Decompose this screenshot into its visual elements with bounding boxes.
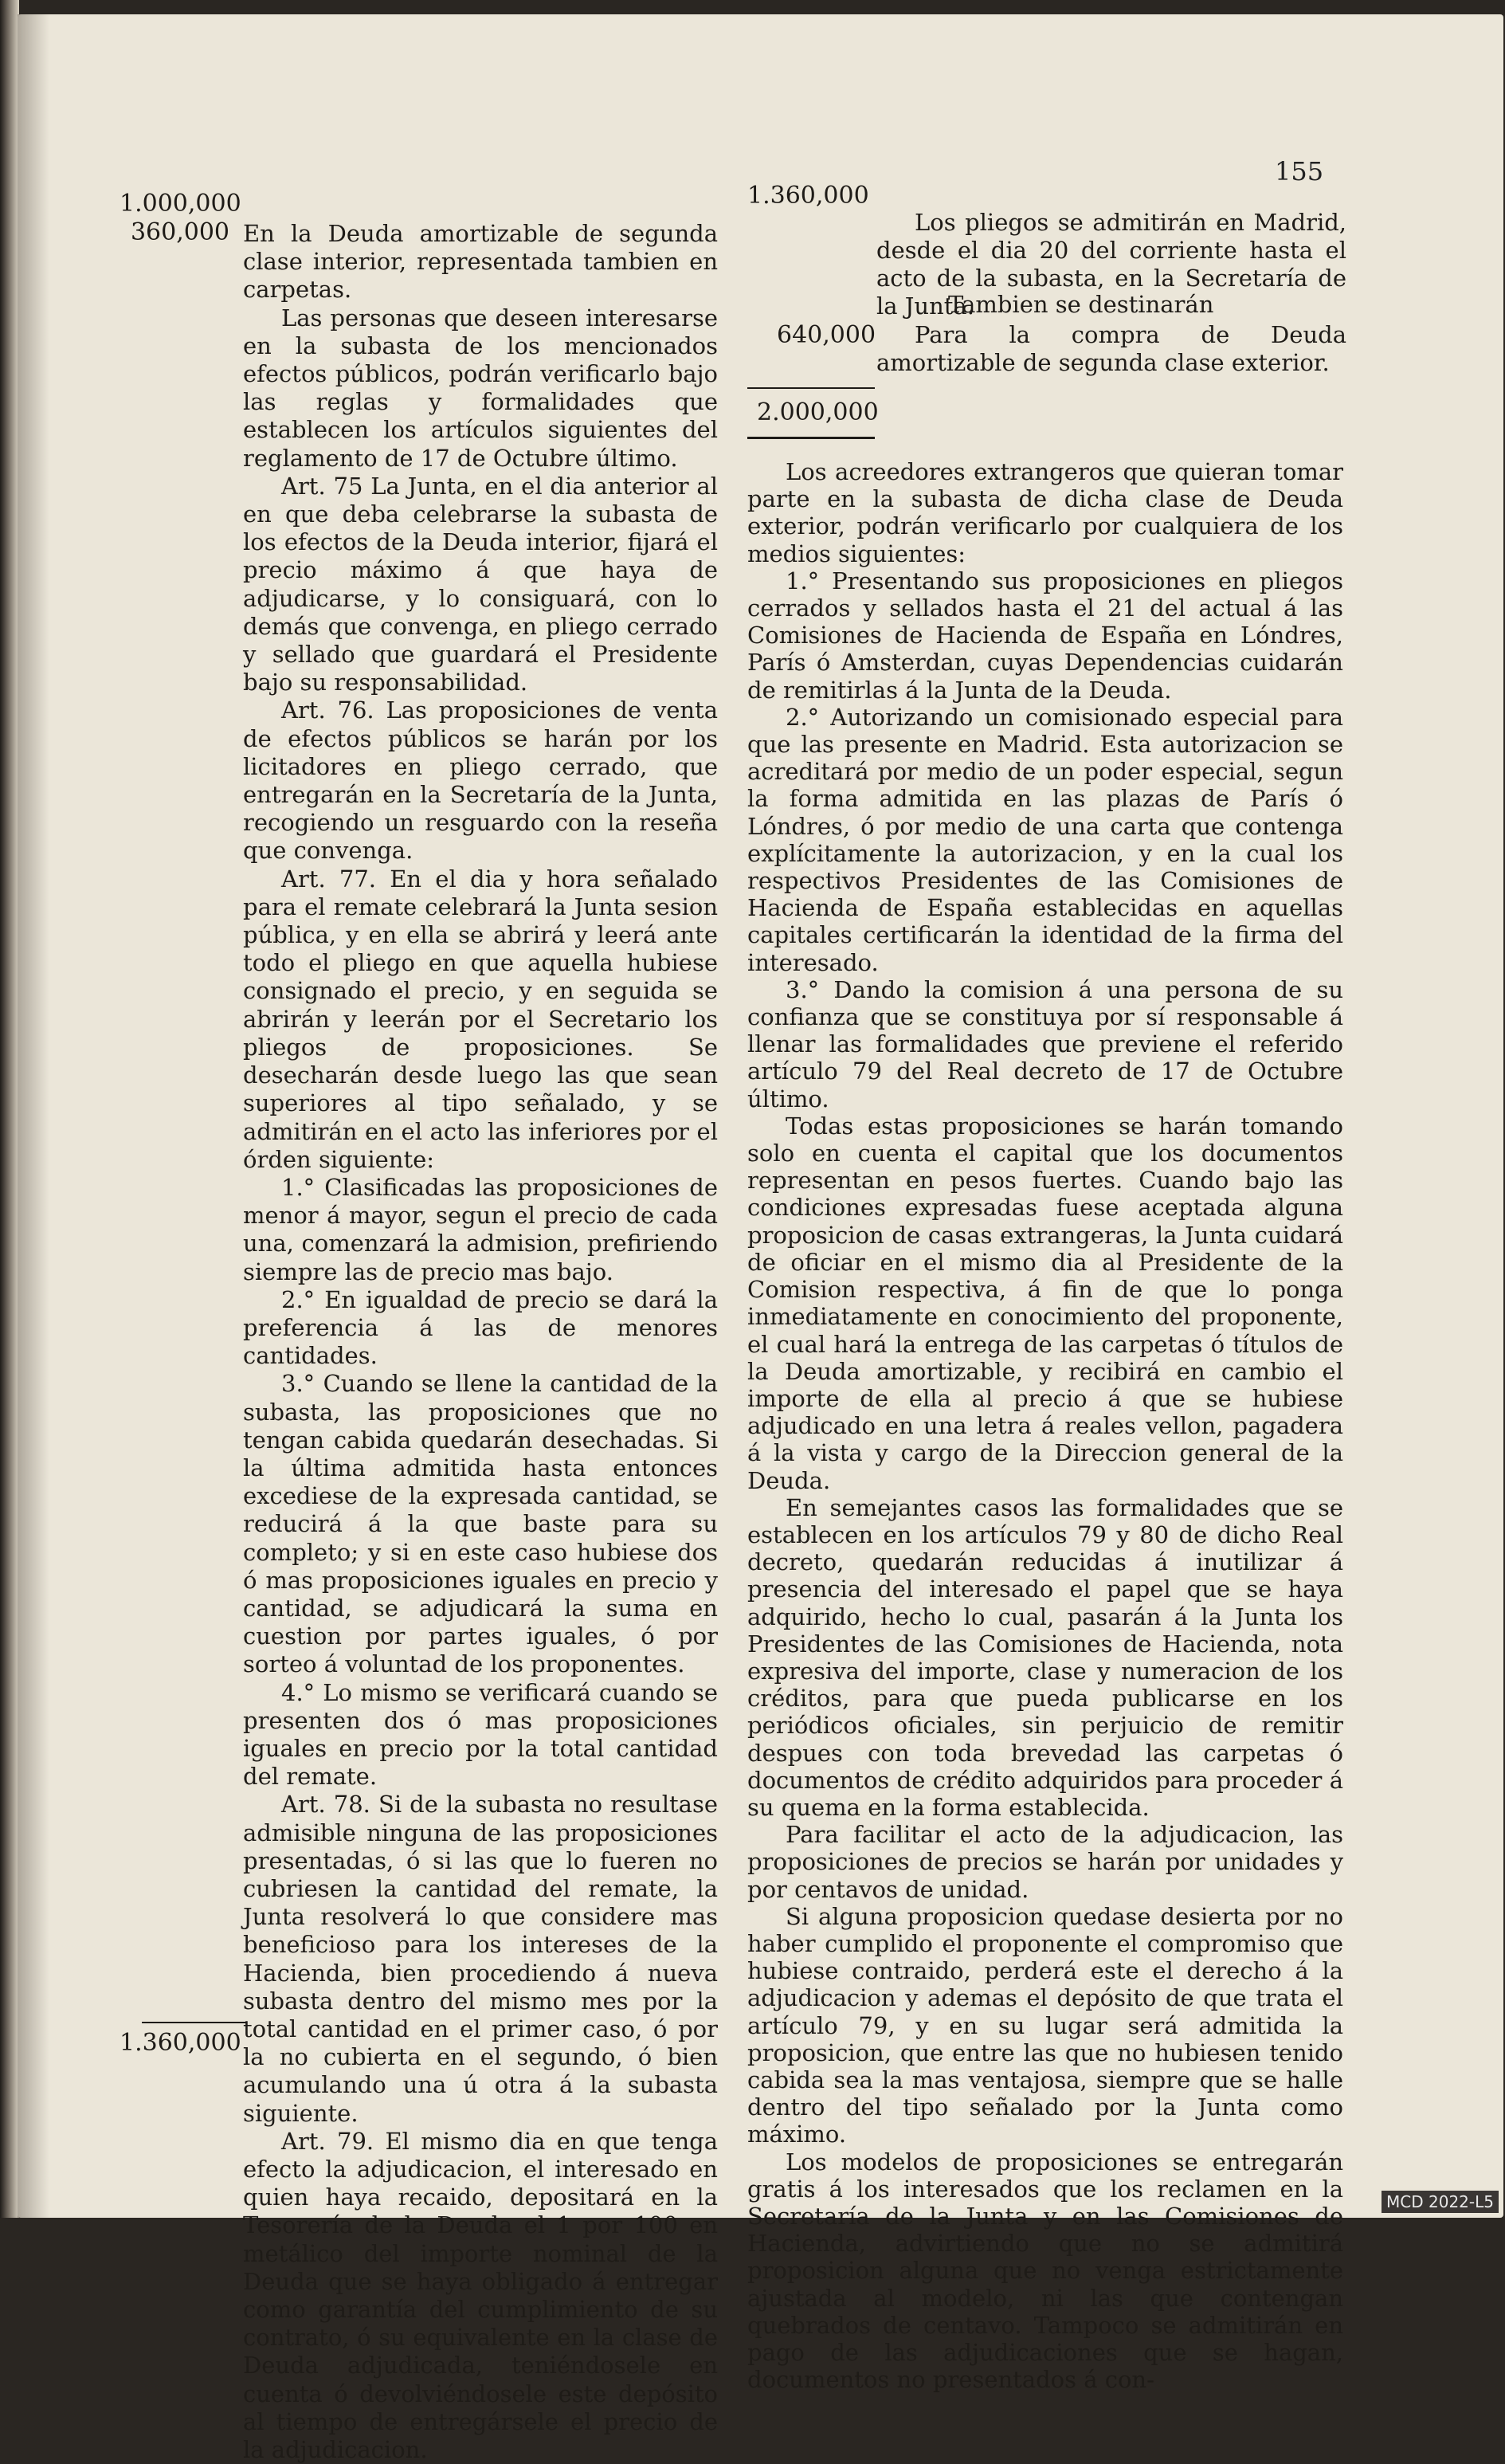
- total-double-rule: [747, 437, 875, 439]
- previous-page-edge: [0, 0, 19, 2218]
- compra-text: Para la compra de Deuda amortizable de segunda clase exterior.: [876, 321, 1346, 376]
- right-paragraph-semejantes: En semejantes casos las formalidades que se establecen en los artículos 79 y 80 de dicho Real decreto, quedarán reducidas á inutilizar á presencia del interesado el papel que se haya adquirido, hecho lo cual, pasarán á la Junta los Presidentes de las Comisiones de Hacienda, nota expresiva del importe, clase y numeracion de los créditos, para que pueda publicarse en los periódicos oficiales, sin perjuicio de remitir despues con toda brevedad las carpetas ó documentos de crédito adquiridos para proceder á su quema en la forma establecida.: [747, 1493, 1343, 1821]
- right-paragraph-facilitar: Para facilitar el acto de la adjudicacion, las proposiciones de precios se harán por unidades y por centavos de unidad.: [747, 1821, 1343, 1903]
- art-79: Art. 79. El mismo dia en que tenga efecto la adjudicacion, el interesado en quien haya recaido, depositará en la Tesorería de la Deuda el 1 por 100 en metálico del importe nominal de la Deuda que se haya obligado á entregar como garantía del cumplimiento de su contrato, ó su equivalente en la clase de Deuda adjudicada, teniéndosele en cuenta ó devolviéndosele este depósito al tiempo de entregársele el precio de la adjudicacion.: [243, 2127, 718, 2464]
- art-75: Art. 75 La Junta, en el dia anterior al en que deba celebrarse la subasta de los efectos de la Deuda interior, fijará el precio máximo á que haya de adjudicarse, y lo consiguará, con lo demás que convenga, en pliego cerrado y sellado que guardará el Presidente bajo su responsabilidad.: [243, 472, 718, 696]
- amount-1360000-right: 1.360,000: [747, 182, 869, 210]
- compra-block: [876, 321, 1346, 377]
- art-77-rule-3: 3.° Cuando se llene la cantidad de la subasta, las proposiciones que no tengan cabida quedarán desechadas. Si la última admitida hasta entonces excediese de la expresada cantidad, se reducirá á la que baste para su completo; y si en este caso hubiese dos ó mas proposiciones iguales en precio y cantidad, se adjudicará la suma en cuestion por partes iguales, ó por sorteo á voluntad de los proponentes.: [243, 1370, 718, 1678]
- amount-360000: 360,000: [130, 218, 229, 246]
- page-number: 155: [1275, 156, 1324, 186]
- art-78: Art. 78. Si de la subasta no resultase admisible ninguna de las proposiciones presentadas, ó si las que lo fueren no cubriesen la cantidad del remate, la Junta resolverá lo que considere mas beneficioso para los intereses de la Hacienda, bien procediendo á nueva subasta dentro del mismo mes por la total cantidad en el primer caso, ó por la no cubierta en el segundo, ó bien acumulando una ú otra á la subasta siguiente.: [243, 1791, 718, 2127]
- right-paragraph-desierta: Si alguna proposicion quedase desierta por no haber cumplido el proponente el compromiso que hubiese contraido, perderá este el derecho á la adjudicacion y ademas el depósito de que trata el artículo 79, y en su lugar será admitida la proposicion, que entre las que no hubiesen tenido cabida sea la mas ventajosa, siempre que se halle dentro del tipo señalado por la Junta como máximo.: [747, 1902, 1343, 2148]
- art-77-rule-1: 1.° Clasificadas las proposiciones de menor á mayor, segun el precio de cada una, comenzará la admision, prefiriendo siempre las de precio mas bajo.: [243, 1173, 718, 1285]
- pliegos-text: Los pliegos se admitirán en Madrid, desde el dia 20 del corriente hasta el acto de la subasta, en la Secretaría de la Junta.: [876, 209, 1346, 320]
- medio-1: 1.° Presentando sus proposiciones en pliegos cerrados y sellados hasta el 21 del actual á las Comisiones de Hacienda de España en Lóndres, París ó Amsterdan, cuyas Dependencias cuidarán de remitirlas á la Junta de la Deuda.: [747, 567, 1343, 704]
- amount-1360000-left: 1.360,000: [120, 2029, 241, 2057]
- left-paragraph-1: En la Deuda amortizable de segunda clase interior, representada tambien en carpetas.: [243, 220, 718, 304]
- art-77-rule-4: 4.° Lo mismo se verificará cuando se presenten dos ó mas proposiciones iguales en precio por la total cantidad del remate.: [243, 1678, 718, 1791]
- amount-2000000: 2.000,000: [757, 398, 879, 426]
- tambien-line: Tambien se destinarán: [948, 291, 1214, 318]
- art-76: Art. 76. Las proposiciones de venta de efectos públicos se harán por los licitadores en pliego cerrado, que entregarán en la Secretaría de la Junta, recogiendo un resguardo con la reseña que convenga.: [243, 696, 718, 865]
- right-paragraph-todas: Todas estas proposiciones se harán tomando solo en cuenta el capital que los documentos representan en pesos fuertes. Cuando bajo las condiciones expresadas fuese aceptada alguna proposicion de casas extrangeras, la Junta cuidará de oficiar en el mismo dia al Presidente de la Comision respectiva, á fin de que lo ponga inmediatamente en conocimiento del proponente, el cual hará la entrega de las carpetas ó títulos de la Deuda amortizable, y recibirá en cambio el importe de ella al precio á que se hubiese adjudicado en una letra á reales vellon, pagadera á la vista y cargo de la Direccion general de la Deuda.: [747, 1112, 1343, 1494]
- medio-2: 2.° Autorizando un comisionado especial para que las presente en Madrid. Esta autorizacion se acreditará por medio de un poder especial, segun la forma admitida en las plazas de París ó Lóndres, ó por medio de una carta que contenga explícitamente la autorizacion, y en la cual los respectivos Presidentes de las Comisiones de Hacienda de España establecidas en aquellas capitales certificarán la identidad de la firma del interesado.: [747, 703, 1343, 976]
- medio-3: 3.° Dando la comision á una persona de su confianza que se constituya por sí responsable á llenar las formalidades que previene el referido artículo 79 del Real decreto de 17 de Octubre último.: [747, 975, 1343, 1112]
- gutter-shadow: [18, 14, 49, 2218]
- right-column: [747, 458, 1343, 2393]
- right-paragraph-intro: Los acreedores extrangeros que quieran tomar parte en la subasta de dicha clase de Deuda exterior, podrán verificarlo por cualquiera de los medios siguientes:: [747, 458, 1343, 567]
- sum-rule-right: [747, 387, 875, 389]
- amount-1000000: 1.000,000: [120, 190, 241, 218]
- right-paragraph-modelos: Los modelos de proposiciones se entregarán gratis á los interesados que los reclamen en la Secretaría de la Junta y en las Comisiones de Hacienda, advirtiendo que no se admitirá proposicion alguna que no venga estrictamente ajustada al modelo, ni las que contengan quebrados de centavo. Tampoco se admitirán en pago de las adjudicaciones que se hagan, documentos no presentados á con-: [747, 2148, 1343, 2394]
- sum-rule-left: [142, 2022, 247, 2023]
- art-77: Art. 77. En el dia y hora señalado para el remate celebrará la Junta sesion pública, y en ella se abrirá y leerá ante todo el pliego en que aquella hubiese consignado el precio, y en seguida se abrirán y leerán por el Secretario los pliegos de proposiciones. Se desecharán desde luego las que sean superiores al tipo señalado, y se admitirán en el acto las inferiores por el órden siguiente:: [243, 865, 718, 1173]
- amount-640000: 640,000: [777, 321, 876, 349]
- archive-watermark: MCD 2022-L5: [1382, 2191, 1499, 2213]
- left-paragraph-2: Las personas que deseen interesarse en la subasta de los mencionados efectos públicos, podrán verificarlo bajo las reglas y formalidades que establecen los artículos siguientes del reglamento de 17 de Octubre último.: [243, 304, 718, 472]
- left-column: [243, 220, 718, 2464]
- art-77-rule-2: 2.° En igualdad de precio se dará la preferencia á las de menores cantidades.: [243, 1285, 718, 1370]
